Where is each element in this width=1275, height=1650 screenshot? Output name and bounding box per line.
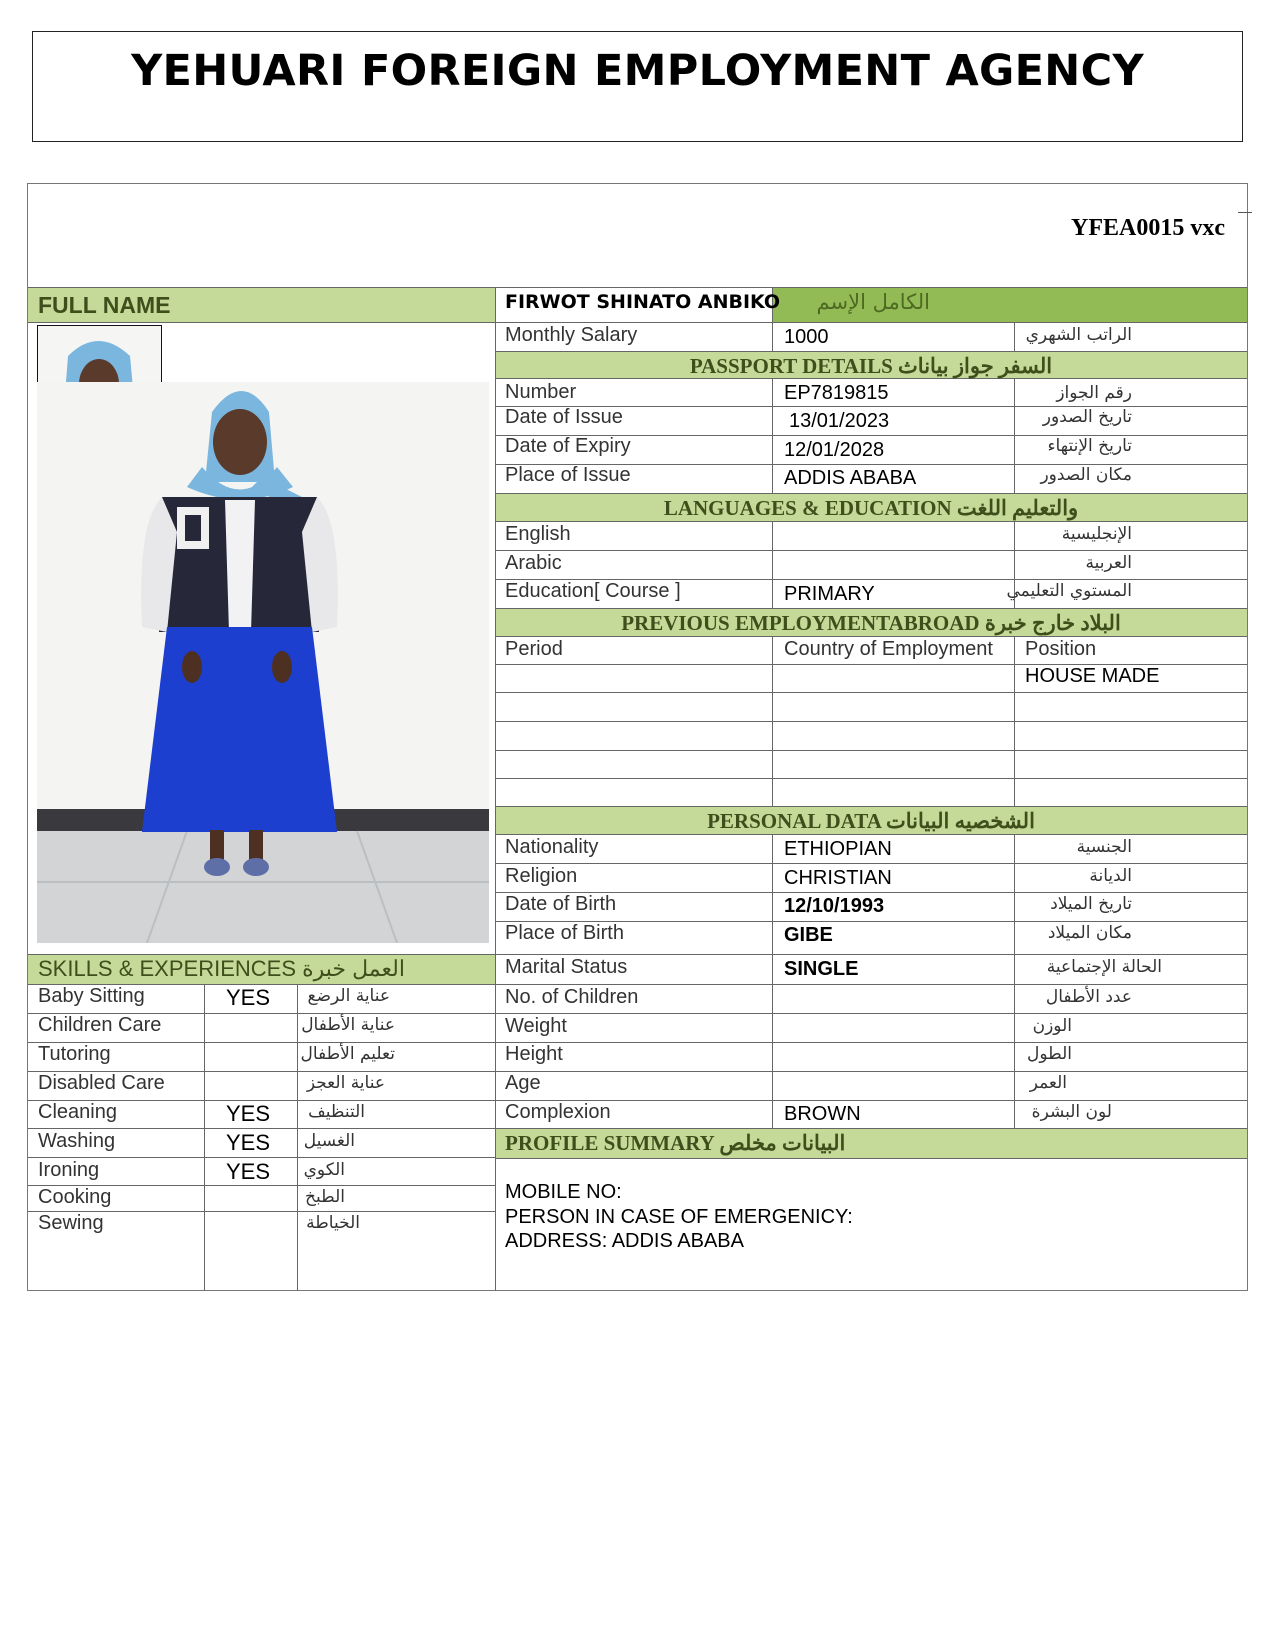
religion-label: Religion xyxy=(505,865,578,887)
birth-date-ar: تاريخ الميلاد xyxy=(1050,894,1132,914)
birth-place-value: GIBE xyxy=(784,924,833,946)
skill-label: Ironing xyxy=(38,1159,100,1181)
skill-value: YES xyxy=(226,1101,271,1126)
complexion-label: Complexion xyxy=(505,1101,611,1123)
skill-label-ar: الطبخ xyxy=(305,1187,345,1207)
skill-label-ar: عناية الأطفال xyxy=(301,1015,395,1035)
issue-place-label: Place of Issue xyxy=(505,464,631,486)
arabic-label: Arabic xyxy=(505,552,562,574)
religion-value: CHRISTIAN xyxy=(784,867,892,889)
salary-value: 1000 xyxy=(784,326,829,348)
arabic-ar: العربية xyxy=(1085,553,1132,573)
skill-label: Disabled Care xyxy=(38,1072,165,1094)
skill-value: YES xyxy=(226,1130,271,1155)
expiry-date-ar: تاريخ الإنتهاء xyxy=(1047,436,1132,456)
skill-value: YES xyxy=(226,985,271,1010)
corner-mark xyxy=(1238,212,1252,213)
english-label: English xyxy=(505,523,571,545)
skill-label-ar: الخياطة xyxy=(306,1213,360,1233)
skill-label-ar: عناية العجز xyxy=(306,1073,385,1093)
nationality-label: Nationality xyxy=(505,836,599,858)
complexion-ar: لون البشرة xyxy=(1031,1102,1112,1122)
full-name-label-ar: الكامل الإسم xyxy=(816,290,930,314)
skill-label-ar: تعليم الأطفال xyxy=(300,1044,395,1064)
reference-code: YFEA0015 vxc xyxy=(1071,215,1225,241)
full-length-photo xyxy=(37,382,489,943)
education-ar: المستوي التعليمي xyxy=(1006,581,1132,601)
skill-label-ar: التنظيف xyxy=(308,1102,365,1122)
height-label: Height xyxy=(505,1043,563,1065)
weight-label: Weight xyxy=(505,1015,567,1037)
marital-status-ar: الحالة الإجتماعية xyxy=(1046,957,1162,977)
issue-place-ar: مكان الصدور xyxy=(1040,465,1132,485)
birth-date-value: 12/10/1993 xyxy=(784,895,885,917)
expiry-date-value: 12/01/2028 xyxy=(784,439,885,461)
age-label: Age xyxy=(505,1072,541,1094)
complexion-value: BROWN xyxy=(784,1103,861,1125)
agency-title-box xyxy=(32,31,1243,142)
skill-label: Baby Sitting xyxy=(38,985,145,1007)
passport-number-ar: رقم الجواز xyxy=(1056,383,1132,403)
marital-status-label: Marital Status xyxy=(505,956,628,978)
expiry-date-label: Date of Expiry xyxy=(505,435,631,457)
skill-label: Cooking xyxy=(38,1186,112,1208)
religion-ar: الديانة xyxy=(1089,866,1132,886)
languages-header: LANGUAGES & EDUCATION والتعليم اللغت xyxy=(663,496,1079,520)
children-count-label: No. of Children xyxy=(505,986,639,1008)
skill-label-ar: الكوي xyxy=(303,1160,345,1180)
nationality-ar: الجنسية xyxy=(1076,837,1132,857)
skill-label-ar: عناية الرضع xyxy=(307,986,390,1006)
address-line: ADDRESS: ADDIS ABABA xyxy=(505,1230,744,1252)
skills-header: SKILLS & EXPERIENCES العمل خبرة xyxy=(38,956,405,981)
position-column-header: Position xyxy=(1025,638,1097,660)
education-value: PRIMARY xyxy=(784,583,875,605)
profile-summary-header: PROFILE SUMMARY البيانات مخلص xyxy=(505,1131,846,1155)
agency-title: YEHUARI FOREIGN EMPLOYMENT AGENCY xyxy=(131,46,1144,96)
salary-label-ar: الراتب الشهري xyxy=(1025,325,1132,345)
children-count-ar: عدد الأطفال xyxy=(1045,987,1132,1007)
full-name-value: FIRWOT SHINATO ANBIKO xyxy=(505,291,781,313)
issue-place-value: ADDIS ABABA xyxy=(784,467,917,489)
nationality-value: ETHIOPIAN xyxy=(784,838,892,860)
english-ar: الإنجليسية xyxy=(1061,524,1132,544)
skill-label-ar: الغسيل xyxy=(303,1131,355,1151)
skill-label: Cleaning xyxy=(38,1101,117,1123)
birth-place-ar: مكان الميلاد xyxy=(1047,923,1132,943)
issue-date-ar: تاريخ الصدور xyxy=(1042,407,1132,427)
issue-date-value: 13/01/2023 xyxy=(789,410,890,432)
skill-label: Washing xyxy=(38,1130,116,1152)
passport-number-value: EP7819815 xyxy=(784,382,889,404)
employment-row-1-position: HOUSE MADE xyxy=(1025,665,1160,687)
country-column-header: Country of Employment xyxy=(784,638,993,660)
issue-date-label: Date of Issue xyxy=(505,406,623,428)
birth-place-label: Place of Birth xyxy=(505,922,624,944)
personal-data-header: PERSONAL DATA الشخصيه البيانات xyxy=(707,809,1035,833)
marital-status-value: SINGLE xyxy=(784,958,859,980)
height-ar: الطول xyxy=(1027,1044,1072,1064)
period-column-header: Period xyxy=(505,638,563,660)
full-name-label: FULL NAME xyxy=(38,292,171,318)
birth-date-label: Date of Birth xyxy=(505,893,617,915)
previous-employment-header: PREVIOUS EMPLOYMENTABROAD البلاد خارج خبرة xyxy=(621,611,1121,635)
passport-number-label: Number xyxy=(505,381,577,403)
weight-ar: الوزن xyxy=(1032,1016,1072,1036)
skill-label: Sewing xyxy=(38,1212,104,1234)
skill-value: YES xyxy=(226,1159,271,1184)
passport-header: PASSPORT DETAILS السفر جواز بياناث xyxy=(689,354,1053,378)
emergency-contact-line: PERSON IN CASE OF EMERGENICY: xyxy=(505,1206,853,1228)
mobile-number-line: MOBILE NO: xyxy=(505,1181,622,1203)
salary-label: Monthly Salary xyxy=(505,324,638,346)
education-label: Education[ Course ] xyxy=(505,580,681,602)
skill-label: Children Care xyxy=(38,1014,162,1036)
age-ar: العمر xyxy=(1029,1073,1067,1093)
skill-label: Tutoring xyxy=(38,1043,111,1065)
